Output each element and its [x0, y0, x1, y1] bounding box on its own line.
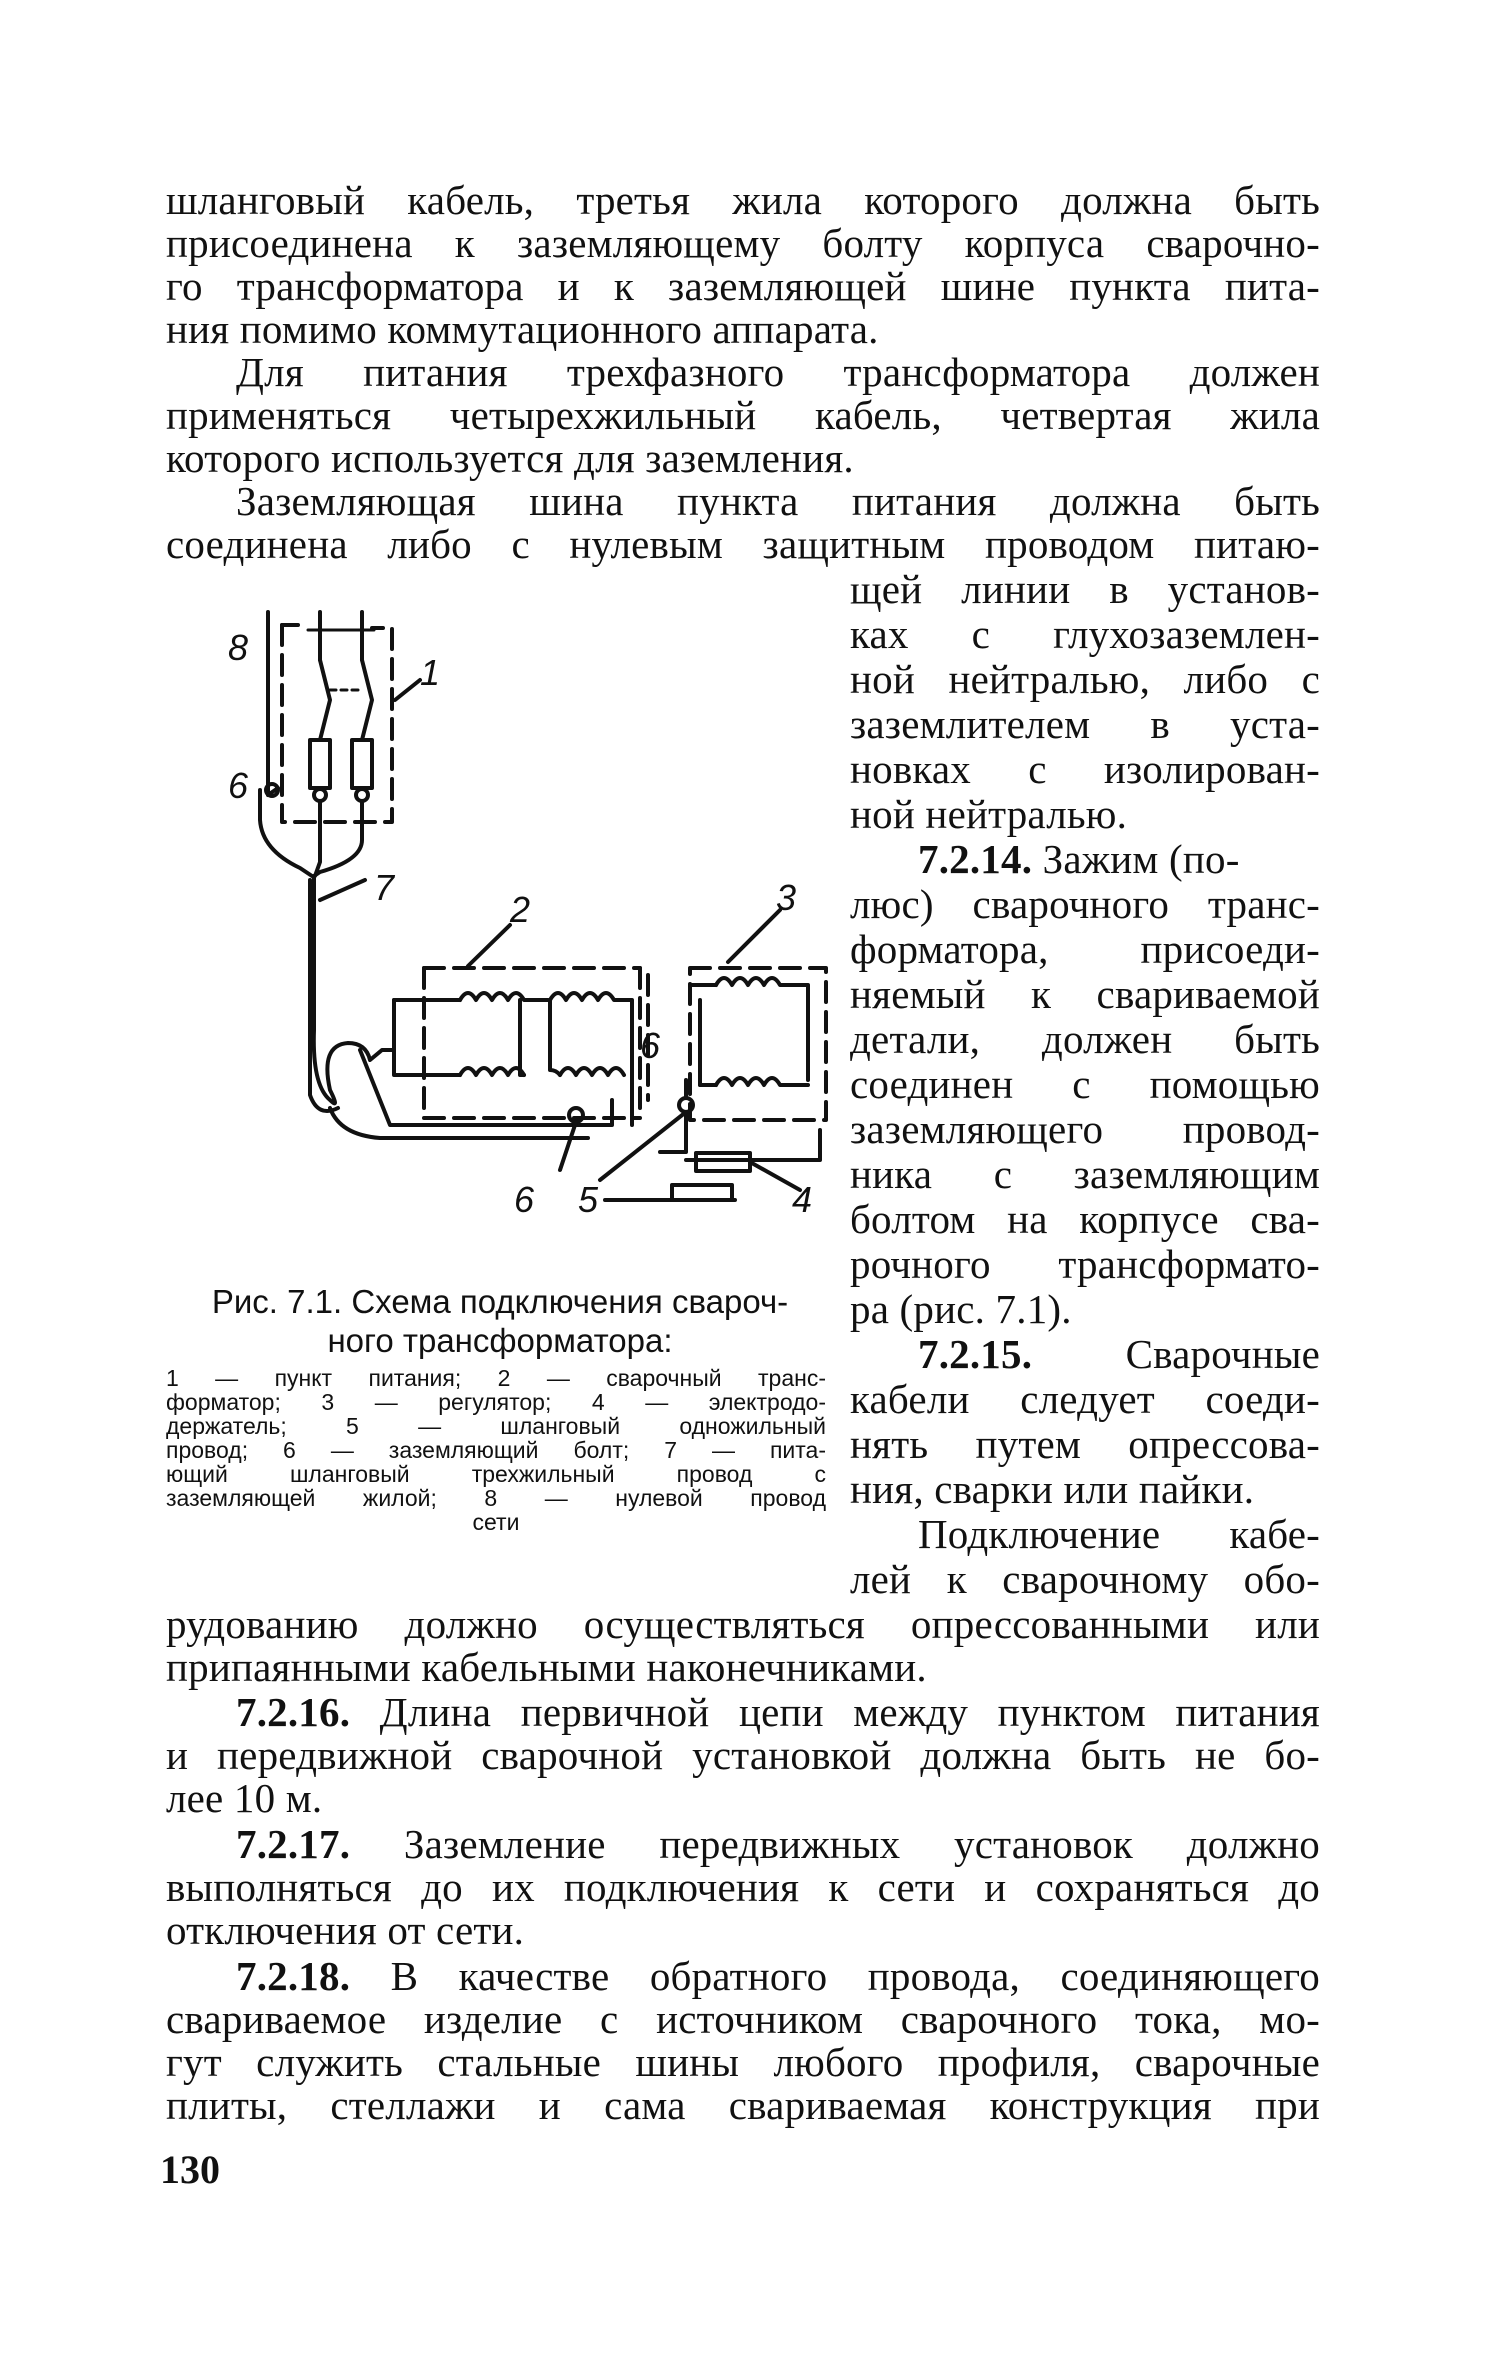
transformer-box [394, 968, 640, 1118]
s7216-text-1: Длина первичной цепи между пунктом питания [379, 1689, 1320, 1735]
s7214-number: 7.2.14. [918, 836, 1033, 882]
s7217-line-2: выполняться до их подключения к сети и сохраняться до [166, 1864, 1320, 1910]
s7218-line-2: свариваемое изделие с источником сварочного тока, мо- [166, 1996, 1320, 2042]
s7214-line-2: люс) сварочного транс- [850, 881, 1320, 927]
label-7: 7 [374, 867, 395, 908]
connect-full-1: рудованию должно осуществляться опрессованными или [166, 1601, 1320, 1647]
s7215-text-1: Сварочные [1125, 1331, 1320, 1377]
p1-line-3: го трансформатора и к заземляющей шине пункта пита- [166, 263, 1320, 309]
s7216-line-2: и передвижной сварочной установкой должна быть не бо- [166, 1732, 1320, 1778]
connect-right-1: Подключение кабе- [918, 1511, 1320, 1557]
label-6b: 6 [640, 1025, 661, 1066]
s7218-line-4: плиты, стеллажи и сама свариваемая конструкция при [166, 2082, 1320, 2128]
s7217-line-3: отключения от сети. [166, 1907, 525, 1953]
s7214-line-9: болтом на корпусе сва- [850, 1196, 1320, 1242]
connect-right-2: лей к сварочному обо- [850, 1556, 1320, 1602]
s7215-line-2: кабели следует соеди- [850, 1376, 1320, 1422]
s7214-line-4: няемый к свариваемой [850, 971, 1320, 1017]
figure-legend-line-2: форматор; 3 — регулятор; 4 — электродо- [166, 1389, 826, 1415]
s7215-line-4: ния, сварки или пайки. [850, 1466, 1255, 1512]
figure-caption-line-1: Рис. 7.1. Схема подключения свароч- [211, 1283, 789, 1320]
p3-right-3: ной нейтралью, либо с [850, 656, 1320, 702]
s7214-line-6: соединен с помощью [850, 1061, 1320, 1107]
figure-legend-line-3: держатель; 5 — шланговый одножильный [166, 1413, 826, 1439]
s7218-line-3: гут служить стальные шины любого профиля, сварочные [166, 2039, 1320, 2085]
s7214-text-1: Зажим (по- [1042, 836, 1240, 882]
figure-legend-line-6: заземляющей жилой; 8 — нулевой провод [166, 1485, 826, 1511]
p2-line-1: Для питания трехфазного трансформатора должен [236, 349, 1320, 395]
figure-legend-line-5: ющий шланговый трехжильный провод с [166, 1461, 826, 1487]
s7217-number: 7.2.17. [236, 1821, 351, 1867]
connect-full-2: припаянными кабельными наконечниками. [166, 1644, 927, 1690]
s7214-line-11: ра (рис. 7.1). [850, 1286, 1072, 1332]
p1-line-4: ния помимо коммутационного аппарата. [166, 306, 879, 352]
p3-right-1: щей линии в установ- [850, 566, 1320, 612]
p1-line-1: шланговый кабель, третья жила которого должна быть [166, 177, 1320, 223]
p3-right-2: ках с глухозаземлен- [850, 611, 1320, 657]
figure-legend-line-7: сети [472, 1509, 520, 1535]
p3-line-2: соединена либо с нулевым защитным проводом питаю- [166, 521, 1320, 567]
p2-line-2: применяться четырехжильный кабель, четвертая жила [166, 392, 1320, 438]
p1-line-2: присоединена к заземляющему болту корпуса сварочно- [166, 220, 1320, 266]
label-3: 3 [776, 877, 797, 918]
s7216-line-3: лее 10 м. [166, 1775, 323, 1821]
figure-caption-line-2: ного трансформатора: [327, 1322, 673, 1359]
label-6c: 6 [514, 1179, 535, 1220]
label-1: 1 [420, 652, 441, 693]
s7218-number: 7.2.18. [236, 1953, 351, 1999]
s7214-line-10: рочного трансформато- [850, 1241, 1320, 1287]
power-point-box [268, 612, 392, 822]
p3-right-4: заземлителем в уста- [850, 701, 1320, 747]
p3-right-6: ной нейтралью. [850, 791, 1128, 837]
figure-legend-line-1: 1 — пункт питания; 2 — сварочный транс- [166, 1365, 826, 1391]
s7218-text-1: В качестве обратного провода, соединяющего [390, 1953, 1320, 1999]
figure-legend-line-4: провод; 6 — заземляющий болт; 7 — пита- [166, 1437, 826, 1463]
page-number: 130 [160, 2147, 220, 2192]
label-2: 2 [510, 889, 531, 930]
s7217-text-1: Заземление передвижных установок должно [403, 1821, 1320, 1867]
s7214-line-8: ника с заземляющим [850, 1151, 1320, 1197]
label-8: 8 [228, 627, 249, 668]
s7215-line-3: нять путем опрессова- [850, 1421, 1320, 1467]
label-4: 4 [792, 1179, 813, 1220]
label-5: 5 [578, 1179, 599, 1220]
s7216-number: 7.2.16. [236, 1689, 351, 1735]
p3-line-1: Заземляющая шина пункта питания должна быть [236, 478, 1320, 524]
p2-line-3: которого используется для заземления. [166, 435, 854, 481]
regulator-box [648, 968, 826, 1120]
s7214-line-7: заземляющего провод- [850, 1106, 1320, 1152]
s7214-line-5: детали, должен быть [850, 1016, 1320, 1062]
s7214-line-3: форматора, присоеди- [850, 926, 1320, 972]
p3-right-5: новках с изолирован- [850, 746, 1320, 792]
s7215-number: 7.2.15. [918, 1331, 1033, 1377]
label-6a: 6 [228, 765, 249, 806]
